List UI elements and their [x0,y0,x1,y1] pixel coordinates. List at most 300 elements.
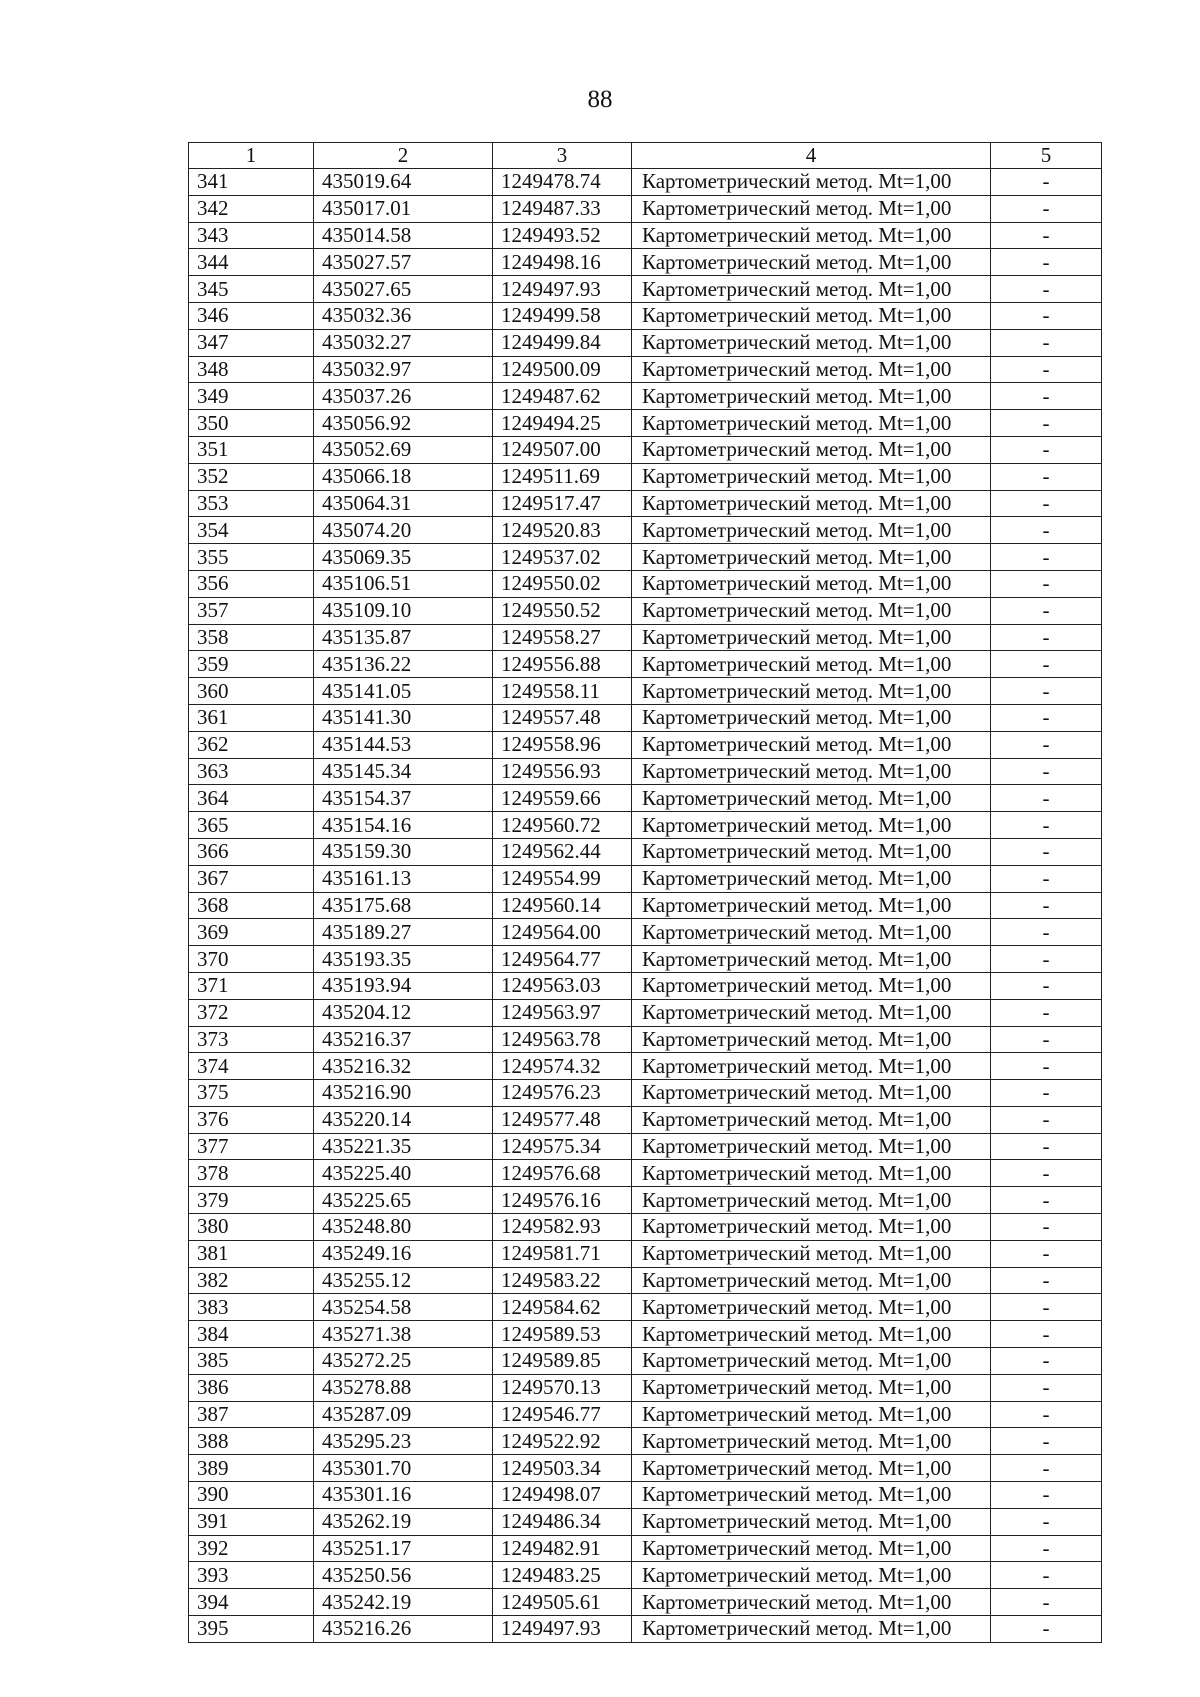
x-coordinate-cell: 435069.35 [314,544,493,571]
x-coordinate-cell: 435250.56 [314,1562,493,1589]
point-number-cell: 371 [189,972,314,999]
method-cell: Картометрический метод. Mt=1,00 [632,1240,991,1267]
note-cell: - [991,758,1102,785]
table-row [189,704,1102,731]
table-row [189,1080,1102,1107]
note-cell: - [991,865,1102,892]
header-col-3: 3 [493,143,632,169]
x-coordinate-cell: 435254.58 [314,1294,493,1321]
method-cell: Картометрический метод. Mt=1,00 [632,919,991,946]
x-coordinate-cell: 435221.35 [314,1133,493,1160]
header-col-5: 5 [991,143,1102,169]
point-number-cell: 356 [189,570,314,597]
method-cell: Картометрический метод. Mt=1,00 [632,1616,991,1643]
table-row [189,329,1102,356]
x-coordinate-cell: 435141.30 [314,704,493,731]
method-cell: Картометрический метод. Mt=1,00 [632,1401,991,1428]
x-coordinate-cell: 435145.34 [314,758,493,785]
y-coordinate-cell: 1249486.34 [493,1508,632,1535]
note-cell: - [991,276,1102,303]
y-coordinate-cell: 1249478.74 [493,169,632,196]
method-cell: Картометрический метод. Mt=1,00 [632,383,991,410]
x-coordinate-cell: 435278.88 [314,1374,493,1401]
y-coordinate-cell: 1249575.34 [493,1133,632,1160]
note-cell: - [991,999,1102,1026]
table-row [189,919,1102,946]
note-cell: - [991,544,1102,571]
point-number-cell: 363 [189,758,314,785]
y-coordinate-cell: 1249558.96 [493,731,632,758]
table-row [189,758,1102,785]
table-row [189,570,1102,597]
table-row [189,169,1102,196]
y-coordinate-cell: 1249558.11 [493,678,632,705]
y-coordinate-cell: 1249563.78 [493,1026,632,1053]
point-number-cell: 372 [189,999,314,1026]
y-coordinate-cell: 1249581.71 [493,1240,632,1267]
x-coordinate-cell: 435249.16 [314,1240,493,1267]
note-cell: - [991,195,1102,222]
method-cell: Картометрический метод. Mt=1,00 [632,195,991,222]
x-coordinate-cell: 435225.40 [314,1160,493,1187]
header-row [189,143,1102,169]
method-cell: Картометрический метод. Mt=1,00 [632,1294,991,1321]
x-coordinate-cell: 435154.37 [314,785,493,812]
y-coordinate-cell: 1249563.03 [493,972,632,999]
point-number-cell: 370 [189,946,314,973]
method-cell: Картометрический метод. Mt=1,00 [632,1080,991,1107]
x-coordinate-cell: 435193.94 [314,972,493,999]
y-coordinate-cell: 1249505.61 [493,1589,632,1616]
note-cell: - [991,383,1102,410]
table-row [189,356,1102,383]
x-coordinate-cell: 435027.65 [314,276,493,303]
note-cell: - [991,1160,1102,1187]
y-coordinate-cell: 1249537.02 [493,544,632,571]
method-cell: Картометрический метод. Mt=1,00 [632,758,991,785]
table-row [189,678,1102,705]
point-number-cell: 347 [189,329,314,356]
y-coordinate-cell: 1249503.34 [493,1455,632,1482]
y-coordinate-cell: 1249500.09 [493,356,632,383]
table-row [189,1508,1102,1535]
page-number: 88 [587,86,613,113]
point-number-cell: 374 [189,1053,314,1080]
point-number-cell: 360 [189,678,314,705]
table-row [189,1267,1102,1294]
table-row [189,517,1102,544]
table-row [189,624,1102,651]
x-coordinate-cell: 435154.16 [314,812,493,839]
point-number-cell: 341 [189,169,314,196]
y-coordinate-cell: 1249487.62 [493,383,632,410]
method-cell: Картометрический метод. Mt=1,00 [632,1428,991,1455]
y-coordinate-cell: 1249560.72 [493,812,632,839]
y-coordinate-cell: 1249582.93 [493,1214,632,1241]
table-row [189,276,1102,303]
x-coordinate-cell: 435032.36 [314,302,493,329]
note-cell: - [991,329,1102,356]
x-coordinate-cell: 435216.26 [314,1616,493,1643]
point-number-cell: 387 [189,1401,314,1428]
method-cell: Картометрический метод. Mt=1,00 [632,946,991,973]
point-number-cell: 375 [189,1080,314,1107]
y-coordinate-cell: 1249560.14 [493,892,632,919]
point-number-cell: 373 [189,1026,314,1053]
point-number-cell: 376 [189,1106,314,1133]
x-coordinate-cell: 435037.26 [314,383,493,410]
table-row [189,1160,1102,1187]
table-row [189,1428,1102,1455]
method-cell: Картометрический метод. Mt=1,00 [632,1482,991,1509]
point-number-cell: 353 [189,490,314,517]
y-coordinate-cell: 1249563.97 [493,999,632,1026]
table-row [189,597,1102,624]
y-coordinate-cell: 1249497.93 [493,276,632,303]
x-coordinate-cell: 435109.10 [314,597,493,624]
note-cell: - [991,570,1102,597]
table-row [189,1616,1102,1643]
x-coordinate-cell: 435017.01 [314,195,493,222]
y-coordinate-cell: 1249554.99 [493,865,632,892]
y-coordinate-cell: 1249522.92 [493,1428,632,1455]
point-number-cell: 382 [189,1267,314,1294]
point-number-cell: 367 [189,865,314,892]
point-number-cell: 383 [189,1294,314,1321]
note-cell: - [991,1535,1102,1562]
point-number-cell: 351 [189,436,314,463]
note-cell: - [991,651,1102,678]
table-row [189,972,1102,999]
note-cell: - [991,169,1102,196]
x-coordinate-cell: 435161.13 [314,865,493,892]
x-coordinate-cell: 435136.22 [314,651,493,678]
note-cell: - [991,678,1102,705]
table-row [189,1562,1102,1589]
x-coordinate-cell: 435216.37 [314,1026,493,1053]
note-cell: - [991,1187,1102,1214]
note-cell: - [991,1214,1102,1241]
method-cell: Картометрический метод. Mt=1,00 [632,1214,991,1241]
note-cell: - [991,785,1102,812]
point-number-cell: 343 [189,222,314,249]
method-cell: Картометрический метод. Mt=1,00 [632,570,991,597]
x-coordinate-cell: 435272.25 [314,1348,493,1375]
point-number-cell: 369 [189,919,314,946]
x-coordinate-cell: 435189.27 [314,919,493,946]
table-row [189,865,1102,892]
table-row [189,1455,1102,1482]
method-cell: Картометрический метод. Mt=1,00 [632,544,991,571]
note-cell: - [991,972,1102,999]
point-number-cell: 348 [189,356,314,383]
note-cell: - [991,1133,1102,1160]
method-cell: Картометрический метод. Mt=1,00 [632,597,991,624]
table-row [189,1294,1102,1321]
x-coordinate-cell: 435106.51 [314,570,493,597]
note-cell: - [991,1240,1102,1267]
method-cell: Картометрический метод. Mt=1,00 [632,222,991,249]
note-cell: - [991,812,1102,839]
table-row [189,383,1102,410]
y-coordinate-cell: 1249497.93 [493,1616,632,1643]
x-coordinate-cell: 435225.65 [314,1187,493,1214]
table-row [189,1187,1102,1214]
table-row [189,1321,1102,1348]
table-row [189,544,1102,571]
note-cell: - [991,1026,1102,1053]
y-coordinate-cell: 1249576.68 [493,1160,632,1187]
table-row [189,892,1102,919]
point-number-cell: 390 [189,1482,314,1509]
point-number-cell: 342 [189,195,314,222]
x-coordinate-cell: 435135.87 [314,624,493,651]
y-coordinate-cell: 1249550.02 [493,570,632,597]
y-coordinate-cell: 1249589.85 [493,1348,632,1375]
x-coordinate-cell: 435216.90 [314,1080,493,1107]
note-cell: - [991,892,1102,919]
point-number-cell: 357 [189,597,314,624]
table-row [189,1589,1102,1616]
method-cell: Картометрический метод. Mt=1,00 [632,276,991,303]
y-coordinate-cell: 1249574.32 [493,1053,632,1080]
y-coordinate-cell: 1249499.84 [493,329,632,356]
note-cell: - [991,946,1102,973]
y-coordinate-cell: 1249517.47 [493,490,632,517]
method-cell: Картометрический метод. Mt=1,00 [632,410,991,437]
y-coordinate-cell: 1249564.77 [493,946,632,973]
method-cell: Картометрический метод. Mt=1,00 [632,1508,991,1535]
note-cell: - [991,1106,1102,1133]
note-cell: - [991,517,1102,544]
point-number-cell: 395 [189,1616,314,1643]
y-coordinate-cell: 1249564.00 [493,919,632,946]
method-cell: Картометрический метод. Mt=1,00 [632,1133,991,1160]
note-cell: - [991,1294,1102,1321]
method-cell: Картометрический метод. Mt=1,00 [632,1348,991,1375]
note-cell: - [991,919,1102,946]
note-cell: - [991,1428,1102,1455]
x-coordinate-cell: 435193.35 [314,946,493,973]
note-cell: - [991,1348,1102,1375]
y-coordinate-cell: 1249507.00 [493,436,632,463]
note-cell: - [991,1508,1102,1535]
point-number-cell: 389 [189,1455,314,1482]
note-cell: - [991,1401,1102,1428]
x-coordinate-cell: 435251.17 [314,1535,493,1562]
point-number-cell: 354 [189,517,314,544]
method-cell: Картометрический метод. Mt=1,00 [632,972,991,999]
note-cell: - [991,1562,1102,1589]
y-coordinate-cell: 1249576.23 [493,1080,632,1107]
point-number-cell: 391 [189,1508,314,1535]
x-coordinate-cell: 435301.70 [314,1455,493,1482]
point-number-cell: 381 [189,1240,314,1267]
method-cell: Картометрический метод. Mt=1,00 [632,704,991,731]
note-cell: - [991,731,1102,758]
method-cell: Картометрический метод. Mt=1,00 [632,1187,991,1214]
note-cell: - [991,704,1102,731]
x-coordinate-cell: 435014.58 [314,222,493,249]
table-row [189,1401,1102,1428]
y-coordinate-cell: 1249483.25 [493,1562,632,1589]
x-coordinate-cell: 435066.18 [314,463,493,490]
table-row [189,1482,1102,1509]
y-coordinate-cell: 1249493.52 [493,222,632,249]
x-coordinate-cell: 435271.38 [314,1321,493,1348]
point-number-cell: 362 [189,731,314,758]
method-cell: Картометрический метод. Mt=1,00 [632,1267,991,1294]
table-row [189,1026,1102,1053]
x-coordinate-cell: 435032.97 [314,356,493,383]
note-cell: - [991,356,1102,383]
table-row [189,1535,1102,1562]
note-cell: - [991,249,1102,276]
x-coordinate-cell: 435052.69 [314,436,493,463]
y-coordinate-cell: 1249556.93 [493,758,632,785]
note-cell: - [991,302,1102,329]
y-coordinate-cell: 1249584.62 [493,1294,632,1321]
y-coordinate-cell: 1249550.52 [493,597,632,624]
x-coordinate-cell: 435301.16 [314,1482,493,1509]
table-row [189,651,1102,678]
note-cell: - [991,222,1102,249]
x-coordinate-cell: 435216.32 [314,1053,493,1080]
method-cell: Картометрический метод. Mt=1,00 [632,463,991,490]
method-cell: Картометрический метод. Mt=1,00 [632,1160,991,1187]
method-cell: Картометрический метод. Mt=1,00 [632,1026,991,1053]
method-cell: Картометрический метод. Mt=1,00 [632,838,991,865]
method-cell: Картометрический метод. Mt=1,00 [632,624,991,651]
method-cell: Картометрический метод. Mt=1,00 [632,1374,991,1401]
y-coordinate-cell: 1249570.13 [493,1374,632,1401]
note-cell: - [991,1267,1102,1294]
x-coordinate-cell: 435032.27 [314,329,493,356]
table-row [189,1133,1102,1160]
note-cell: - [991,436,1102,463]
point-number-cell: 350 [189,410,314,437]
table-row [189,731,1102,758]
y-coordinate-cell: 1249482.91 [493,1535,632,1562]
method-cell: Картометрический метод. Mt=1,00 [632,731,991,758]
method-cell: Картометрический метод. Mt=1,00 [632,1321,991,1348]
method-cell: Картометрический метод. Mt=1,00 [632,169,991,196]
point-number-cell: 355 [189,544,314,571]
x-coordinate-cell: 435056.92 [314,410,493,437]
point-number-cell: 385 [189,1348,314,1375]
y-coordinate-cell: 1249498.07 [493,1482,632,1509]
method-cell: Картометрический метод. Mt=1,00 [632,865,991,892]
note-cell: - [991,1455,1102,1482]
point-number-cell: 377 [189,1133,314,1160]
method-cell: Картометрический метод. Mt=1,00 [632,249,991,276]
note-cell: - [991,1321,1102,1348]
y-coordinate-cell: 1249562.44 [493,838,632,865]
y-coordinate-cell: 1249583.22 [493,1267,632,1294]
x-coordinate-cell: 435144.53 [314,731,493,758]
point-number-cell: 388 [189,1428,314,1455]
y-coordinate-cell: 1249494.25 [493,410,632,437]
point-number-cell: 358 [189,624,314,651]
table-row [189,999,1102,1026]
point-number-cell: 380 [189,1214,314,1241]
point-number-cell: 368 [189,892,314,919]
x-coordinate-cell: 435141.05 [314,678,493,705]
point-number-cell: 346 [189,302,314,329]
point-number-cell: 349 [189,383,314,410]
y-coordinate-cell: 1249520.83 [493,517,632,544]
x-coordinate-cell: 435255.12 [314,1267,493,1294]
y-coordinate-cell: 1249511.69 [493,463,632,490]
method-cell: Картометрический метод. Mt=1,00 [632,651,991,678]
method-cell: Картометрический метод. Mt=1,00 [632,517,991,544]
method-cell: Картометрический метод. Mt=1,00 [632,356,991,383]
point-number-cell: 378 [189,1160,314,1187]
table-row [189,222,1102,249]
x-coordinate-cell: 435074.20 [314,517,493,544]
note-cell: - [991,838,1102,865]
method-cell: Картометрический метод. Mt=1,00 [632,302,991,329]
table-row [189,410,1102,437]
point-number-cell: 384 [189,1321,314,1348]
y-coordinate-cell: 1249557.48 [493,704,632,731]
point-number-cell: 352 [189,463,314,490]
table-row [189,1374,1102,1401]
note-cell: - [991,1053,1102,1080]
note-cell: - [991,1080,1102,1107]
method-cell: Картометрический метод. Mt=1,00 [632,812,991,839]
method-cell: Картометрический метод. Mt=1,00 [632,1053,991,1080]
y-coordinate-cell: 1249576.16 [493,1187,632,1214]
note-cell: - [991,597,1102,624]
note-cell: - [991,1482,1102,1509]
method-cell: Картометрический метод. Mt=1,00 [632,1562,991,1589]
method-cell: Картометрический метод. Mt=1,00 [632,490,991,517]
header-col-4: 4 [632,143,991,169]
point-number-cell: 365 [189,812,314,839]
y-coordinate-cell: 1249487.33 [493,195,632,222]
note-cell: - [991,1589,1102,1616]
point-number-cell: 361 [189,704,314,731]
method-cell: Картометрический метод. Mt=1,00 [632,1535,991,1562]
point-number-cell: 364 [189,785,314,812]
note-cell: - [991,1374,1102,1401]
y-coordinate-cell: 1249559.66 [493,785,632,812]
note-cell: - [991,463,1102,490]
x-coordinate-cell: 435248.80 [314,1214,493,1241]
table-row [189,195,1102,222]
table-row [189,302,1102,329]
method-cell: Картометрический метод. Mt=1,00 [632,678,991,705]
point-number-cell: 393 [189,1562,314,1589]
table-row [189,1240,1102,1267]
method-cell: Картометрический метод. Mt=1,00 [632,999,991,1026]
point-number-cell: 359 [189,651,314,678]
header-col-2: 2 [314,143,493,169]
y-coordinate-cell: 1249546.77 [493,1401,632,1428]
note-cell: - [991,1616,1102,1643]
method-cell: Картометрический метод. Mt=1,00 [632,1106,991,1133]
method-cell: Картометрический метод. Mt=1,00 [632,329,991,356]
method-cell: Картометрический метод. Mt=1,00 [632,436,991,463]
table-row [189,490,1102,517]
table-row [189,463,1102,490]
method-cell: Картометрический метод. Mt=1,00 [632,892,991,919]
point-number-cell: 366 [189,838,314,865]
note-cell: - [991,624,1102,651]
y-coordinate-cell: 1249558.27 [493,624,632,651]
header-col-1: 1 [189,143,314,169]
